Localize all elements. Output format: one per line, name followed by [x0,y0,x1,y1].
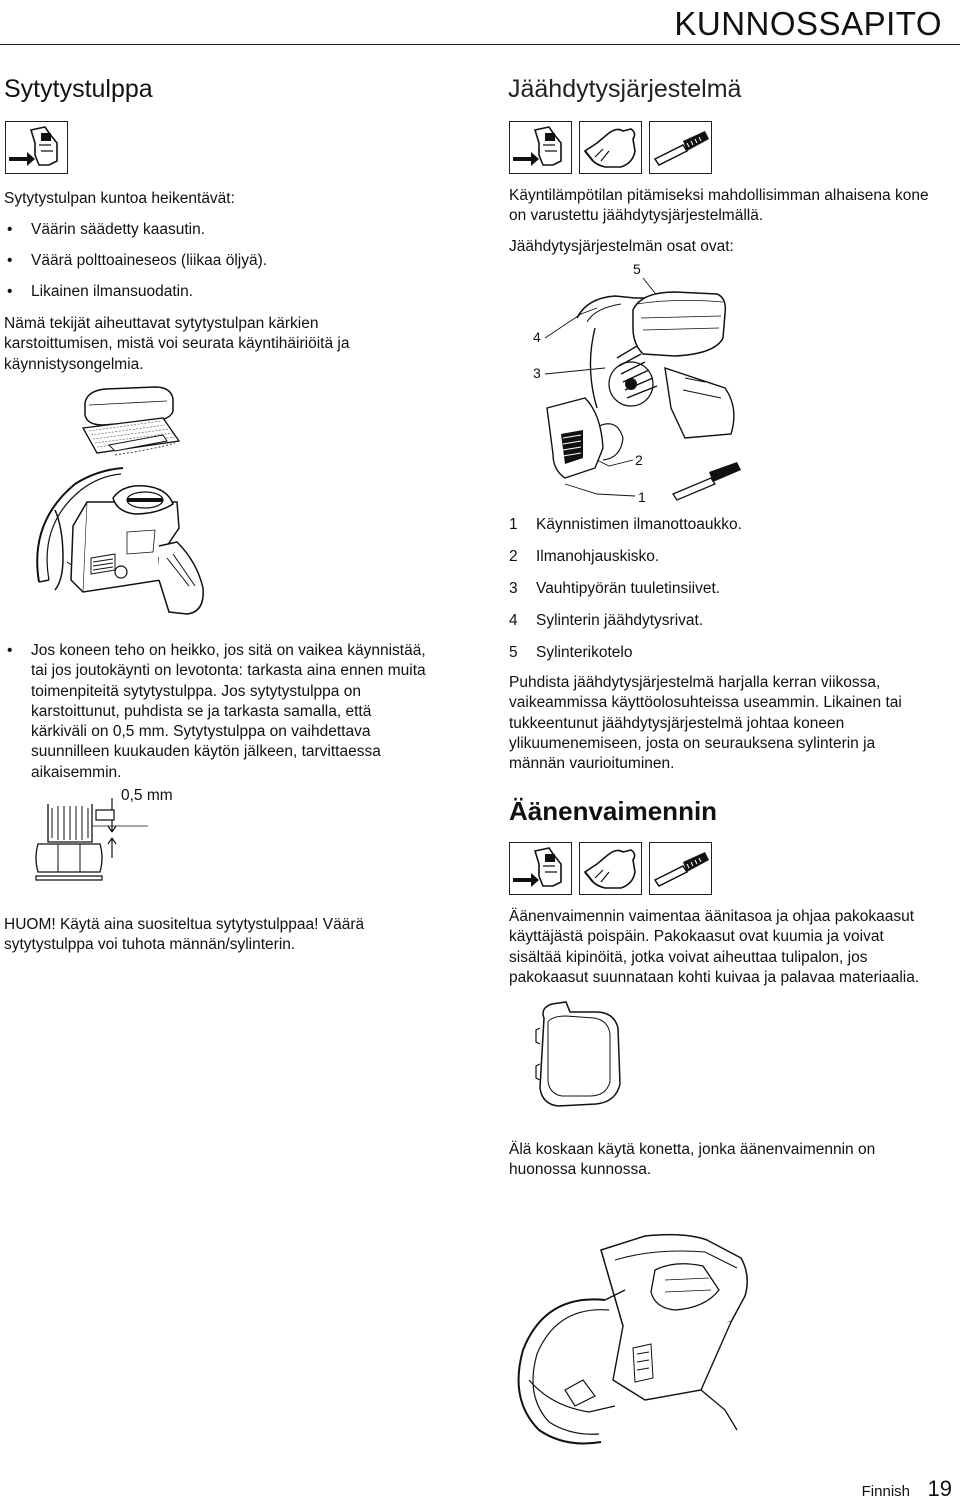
spark-bullet: • Väärä polttoaineseos (liikaa öljyä). [7,252,268,269]
air-filter-illustration [75,383,275,473]
footer-language: Finnish [861,1483,910,1500]
machine-arrow-icon [509,842,572,895]
spark-plug-illustration [28,798,168,898]
cooling-system-illustration [525,258,775,508]
cooling-heading: Jäähdytysjärjestelmä [508,75,742,103]
power-cutter-muffler-illustration [505,1230,765,1450]
spark-instructions: • Jos koneen teho on heikko, jos sitä on vaikea käynnistää, tai jos joutokäynti on levotonta: tarkasta aina ennen muita toimenpiteitä sytytystulppa. Jos sytytystulppa on karstoittunut, puhdista se ja tarkasta samalla, että kärkiväli on 0,5 mm. Sytytystulppa on vaihdettava suunnilleen kuukauden käytön jälkeen, tarvittaessa aikaisemmin. [7,642,426,781]
page-number: 19 [927,1476,952,1501]
spark-bullet: • Väärin säädetty kaasutin. [7,221,206,238]
header-rule [0,44,960,45]
callout-3: 3 [533,365,541,381]
spark-note: HUOM! Käytä aina suositeltua sytytystulppaa! Väärä sytytystulppa voi tuhota männän/sylinterin. [4,916,365,954]
callout-5: 5 [633,261,641,277]
page-header-title: KUNNOSSAPITO [674,5,942,42]
spark-paragraph: Nämä tekijät aiheuttavat sytytystulpan kärkien karstoittumisen, mistä voi seurata käyntihäiriöitä ja käynnistysongelmia. [4,315,350,373]
power-cutter-illustration [27,462,232,627]
muffler-paragraph: Äänenvaimennin vaimentaa äänitasoa ja ohjaa pakokaasut käyttäjästä poispäin. Pakokaasut ovat kuumia ja voivat sisältää kipinöitä, jotka voivat aiheuttaa tulipalon, jos pakokaasut suunnataan kohti kuivaa ja palavaa materiaalia. [509,908,920,986]
callout-2: 2 [635,452,643,468]
brush-icon [649,121,712,174]
muffler-warning: Älä koskaan käytä konetta, jonka äänenvaimennin on huonossa kunnossa. [509,1141,876,1179]
spark-bullet: • Likainen ilmansuodatin. [7,283,193,300]
glove-icon [579,842,642,895]
cooling-parts-intro: Jäähdytysjärjestelmän osat ovat: [509,238,734,255]
machine-arrow-icon [509,121,572,174]
cooling-cleaning-text: Puhdista jäähdytysjärjestelmä harjalla kerran viikossa, vaikeammissa käyttöolosuhteissa useammin. Likainen tai tukkeentunut jäähdytysjärjestelmä johtaa koneen ylikuumenemiseen, josta on seurauksena sylinterin ja männän vaurioituminen. [509,674,902,773]
glove-icon [579,121,642,174]
muffler-illustration [530,998,640,1118]
part-item: 3 Vauhtipyörän tuuletinsiivet. [509,580,721,597]
cooling-intro: Käyntilämpötilan pitämiseksi mahdollisimman alhaisena kone on varustettu jäähdytysjärjestelmällä. [509,187,929,225]
callout-4: 4 [533,329,541,345]
muffler-heading: Äänenvaimennin [509,796,718,826]
part-item: 1 Käynnistimen ilmanottoaukko. [509,516,742,533]
callout-1: 1 [638,489,646,505]
spark-intro: Sytytystulpan kuntoa heikentävät: [4,190,235,207]
machine-arrow-icon [5,121,68,174]
part-item: 4 Sylinterin jäähdytysrivat. [509,612,704,629]
spark-heading: Sytytystulppa [4,75,153,103]
part-item: 5 Sylinterikotelo [509,644,633,661]
brush-icon [649,842,712,895]
part-item: 2 Ilmanohjauskisko. [509,548,660,565]
gap-label: 0,5 mm [121,787,173,804]
